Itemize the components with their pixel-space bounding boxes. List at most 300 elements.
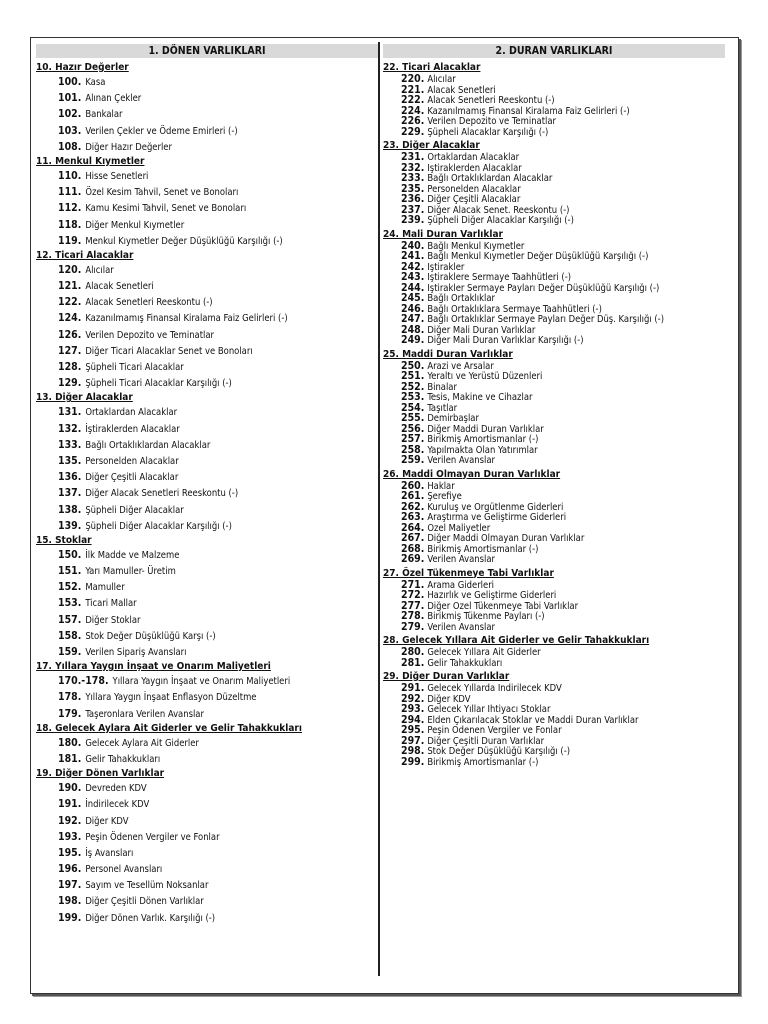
account-code: 101.: [58, 92, 82, 105]
account-group: [36, 249, 378, 392]
account-label: Alacak Senetleri Reeskontu (-): [85, 297, 213, 309]
account-code: 279.: [401, 621, 425, 632]
account-label: Yıllara Yaygın İnşaat Enflasyon Düzeltme: [85, 692, 257, 704]
account-label: Personelden Alacaklar: [427, 183, 521, 194]
account-code: 278.: [401, 611, 425, 622]
account-item: [383, 445, 725, 456]
account-item: [383, 251, 725, 262]
account-label: Diğer Alacak Senet. Reeskontu (-): [427, 204, 570, 215]
account-group-title: 22. Ticari Alacaklar: [383, 62, 481, 73]
account-group: [383, 634, 725, 668]
account-item: [383, 184, 725, 195]
account-item: [36, 139, 378, 155]
account-label: Sayım ve Tesellüm Noksanlar: [85, 880, 209, 892]
account-item: [36, 563, 378, 579]
account-code: 220.: [401, 74, 425, 85]
account-code: 120.: [58, 263, 82, 276]
account-label: Gelecek Yıllarda İndirilecek KDV: [427, 683, 562, 694]
account-label: Bağlı Ortaklıklardan Alacaklar: [85, 439, 211, 451]
account-code: 246.: [401, 303, 425, 314]
account-item: [36, 910, 378, 926]
account-code: 170.-178.: [58, 675, 109, 688]
account-label: Elden Çıkarılacak Stoklar ve Maddi Duran Varlıklar: [427, 714, 639, 725]
account-item: [36, 547, 378, 563]
account-item: [383, 392, 725, 403]
account-label: Diğer KDV: [427, 693, 471, 704]
account-item: [383, 523, 725, 534]
account-code: 131.: [58, 406, 82, 419]
account-item: [383, 601, 725, 612]
account-item: [383, 106, 725, 117]
column-divider: [378, 42, 380, 976]
account-label: Bağlı Ortaklıklar: [427, 293, 495, 304]
fixed-assets-column: [383, 44, 725, 769]
account-group-title: 13. Diğer Alacaklar: [36, 392, 133, 404]
account-label: Diğer Ticari Alacaklar Senet ve Bonoları: [85, 345, 253, 357]
account-code: 136.: [58, 471, 82, 484]
account-code: 299.: [401, 756, 425, 767]
account-item: [383, 205, 725, 216]
account-label: Peşin Ödenen Vergiler ve Fonlar: [427, 725, 562, 736]
account-group-title: 25. Maddi Duran Varlıklar: [383, 348, 513, 360]
current-assets-groups: [36, 61, 378, 926]
account-code: 122.: [58, 296, 82, 309]
account-code: 133.: [58, 438, 82, 451]
account-label: Taşıtlar: [427, 402, 458, 413]
account-item: [383, 481, 725, 492]
account-code: 231.: [401, 152, 425, 163]
account-label: Diğer Dönen Varlık. Karşılığı (-): [85, 912, 216, 924]
account-label: Haklar: [427, 480, 455, 491]
account-code: 271.: [401, 579, 425, 590]
account-code: 112.: [58, 202, 82, 215]
account-code: 153.: [58, 597, 82, 610]
account-code: 103.: [58, 124, 82, 137]
account-code: 158.: [58, 629, 82, 642]
account-item: [36, 375, 378, 391]
account-item: [383, 715, 725, 726]
account-item: [36, 310, 378, 326]
account-label: Alacak Senetleri Reeskontu (-): [427, 95, 555, 106]
account-group-title: 15. Stoklar: [36, 534, 92, 546]
account-code: 178.: [58, 691, 82, 704]
account-label: Demirbaşlar: [427, 413, 479, 424]
account-group: [383, 228, 725, 346]
account-label: Hisse Senetleri: [85, 170, 149, 182]
account-label: Özel Maliyetler: [427, 522, 491, 533]
account-item: [383, 293, 725, 304]
account-label: Kazanılmamış Finansal Kiralama Faiz Gelirleri (-): [427, 105, 630, 116]
account-label: Yıllara Yaygın İnşaat ve Onarım Maliyetleri: [112, 676, 291, 688]
account-label: İndirilecek KDV: [85, 799, 150, 811]
account-item: [36, 184, 378, 200]
account-label: Diğer KDV: [85, 815, 129, 827]
account-code: 245.: [401, 293, 425, 304]
account-code: 272.: [401, 590, 425, 601]
account-item: [383, 95, 725, 106]
account-item: [383, 647, 725, 658]
account-code: 269.: [401, 554, 425, 565]
account-code: 233.: [401, 173, 425, 184]
account-label: İştiraklerden Alacaklar: [85, 423, 180, 435]
account-code: 280.: [401, 647, 425, 658]
account-code: 151.: [58, 565, 82, 578]
account-code: 277.: [401, 600, 425, 611]
account-item: [36, 579, 378, 595]
account-item: [383, 704, 725, 715]
account-label: Diğer Mali Duran Varlıklar: [427, 324, 536, 335]
account-label: Şüpheli Diğer Alacaklar Karşılığı (-): [427, 215, 574, 226]
account-code: 262.: [401, 501, 425, 512]
account-code: 132.: [58, 422, 82, 435]
account-item: [383, 241, 725, 252]
account-label: Birikmiş Amortismanlar (-): [427, 756, 539, 767]
account-item: [383, 580, 725, 591]
account-item: [383, 382, 725, 393]
fixed-assets-groups: [383, 61, 725, 767]
account-item: [383, 725, 725, 736]
account-code: 159.: [58, 646, 82, 658]
account-item: [36, 217, 378, 233]
account-group: [383, 61, 725, 137]
account-group: [36, 767, 378, 926]
account-label: Taşeronlara Verilen Avanslar: [85, 708, 204, 720]
account-item: [383, 512, 725, 523]
account-label: Şüpheli Alacaklar Karşılığı (-): [427, 126, 549, 137]
account-label: Stok Değer Düşüklüğü Karşı (-): [85, 630, 216, 642]
account-item: [36, 404, 378, 420]
account-label: Binalar: [427, 381, 457, 392]
account-code: 179.: [58, 707, 82, 720]
account-label: Diğer Hazır Değerler: [85, 141, 172, 153]
account-code: 128.: [58, 361, 82, 373]
account-code: 138.: [58, 503, 82, 516]
account-item: [36, 813, 378, 829]
account-label: Bankalar: [85, 109, 123, 121]
account-label: Tesis, Makine ve Cihazlar: [427, 392, 533, 403]
account-label: İştiraklerden Alacaklar: [427, 162, 522, 173]
account-label: Ortaklardan Alacaklar: [427, 152, 520, 163]
account-label: Şüpheli Diğer Alacaklar: [85, 504, 184, 516]
account-item: [36, 673, 378, 689]
account-code: 139.: [58, 519, 82, 532]
account-code: 119.: [58, 234, 82, 247]
account-group: [36, 660, 378, 722]
account-code: 254.: [401, 402, 425, 413]
account-code: 199.: [58, 911, 82, 924]
account-group-title: 10. Hazır Değerler: [36, 62, 129, 73]
account-item: [383, 434, 725, 445]
account-code: 247.: [401, 314, 425, 325]
account-label: Personelden Alacaklar: [85, 455, 179, 467]
account-label: Araştırma ve Geliştirme Giderleri: [427, 512, 567, 523]
account-code: 111.: [58, 186, 82, 199]
account-item: [383, 371, 725, 382]
account-item: [383, 152, 725, 163]
account-label: İlk Madde ve Malzeme: [85, 549, 180, 561]
account-item: [36, 644, 378, 660]
account-label: Diğer Maddi Olmayan Duran Varlıklar: [427, 533, 585, 544]
account-item: [36, 343, 378, 359]
account-group-title: 27. Özel Tükenmeye Tabi Varlıklar: [383, 567, 554, 579]
account-label: Şerefiye: [427, 491, 462, 502]
account-item: [383, 554, 725, 565]
account-item: [36, 278, 378, 294]
account-item: [36, 123, 378, 139]
account-item: [36, 453, 378, 469]
account-item: [36, 829, 378, 845]
account-item: [36, 893, 378, 909]
account-code: 250.: [401, 360, 425, 371]
account-item: [383, 658, 725, 669]
account-label: Verilen Avanslar: [427, 621, 496, 632]
account-item: [36, 233, 378, 249]
account-code: 180.: [58, 736, 82, 749]
account-label: Şüpheli Ticari Alacaklar: [85, 362, 184, 373]
account-code: 251.: [401, 371, 425, 382]
account-group-title: 29. Diğer Duran Varlıklar: [383, 671, 510, 682]
account-code: 260.: [401, 480, 425, 491]
account-code: 232.: [401, 162, 425, 173]
account-group-title: 26. Maddi Olmayan Duran Varlıklar: [383, 468, 561, 480]
account-label: Bağlı Menkul Kıymetler Değer Düşüklüğü Karşılığı (-): [427, 251, 649, 262]
account-code: 157.: [58, 613, 82, 626]
account-label: Verilen Depozito ve Teminatlar: [427, 116, 556, 127]
account-label: Alınan Çekler: [85, 93, 142, 105]
account-group: [383, 567, 725, 633]
account-code: 256.: [401, 423, 425, 434]
account-label: Bağlı Ortaklıklara Sermaye Taahhütleri (-): [427, 303, 602, 314]
account-item: [383, 85, 725, 96]
account-code: 243.: [401, 272, 425, 283]
account-label: Diğer Maddi Duran Varlıklar: [427, 423, 544, 434]
account-item: [383, 116, 725, 127]
account-item: [383, 403, 725, 414]
account-item: [383, 413, 725, 424]
account-item: [383, 272, 725, 283]
account-group: [36, 61, 378, 155]
account-label: Alıcılar: [427, 74, 456, 85]
account-label: Ortaklardan Alacaklar: [85, 407, 178, 419]
account-label: Birikmiş Amortismanlar (-): [427, 434, 539, 445]
account-item: [383, 757, 725, 768]
account-label: Verilen Çekler ve Ödeme Emirleri (-): [85, 125, 238, 137]
account-item: [36, 74, 378, 90]
account-label: Gelecek Yıllar İhtiyacı Stoklar: [427, 704, 551, 715]
account-code: 281.: [401, 657, 425, 668]
account-code: 293.: [401, 704, 425, 715]
account-code: 292.: [401, 693, 425, 704]
account-label: Arazi ve Arsalar: [427, 360, 494, 371]
account-item: [36, 612, 378, 628]
account-item: [36, 877, 378, 893]
account-code: 110.: [58, 169, 82, 182]
account-item: [36, 359, 378, 375]
account-code: 267.: [401, 533, 425, 544]
account-item: [383, 127, 725, 138]
account-code: 248.: [401, 324, 425, 335]
account-code: 224.: [401, 105, 425, 116]
account-code: 249.: [401, 335, 425, 346]
account-item: [36, 200, 378, 216]
account-code: 137.: [58, 487, 82, 500]
account-code: 258.: [401, 444, 425, 455]
account-item: [383, 335, 725, 346]
account-label: Peşin Ödenen Vergiler ve Fonlar: [85, 831, 220, 843]
account-item: [383, 361, 725, 372]
account-label: Alıcılar: [85, 264, 114, 276]
account-group-title: 18. Gelecek Aylara Ait Giderler ve Gelir Tahakkukları: [36, 722, 302, 734]
account-label: Alacak Senetleri: [85, 281, 154, 293]
fixed-assets-header: 2. DURAN VARLIKLARI: [383, 44, 725, 58]
account-label: Diğer Çeşitli Alacaklar: [85, 472, 179, 484]
account-group-title: 23. Diğer Alacaklar: [383, 140, 480, 151]
account-label: Devreden KDV: [85, 783, 147, 795]
account-code: 253.: [401, 392, 425, 403]
account-code: 195.: [58, 846, 82, 859]
account-label: Menkul Kıymetler Değer Düşüklüğü Karşılığı (-): [85, 235, 283, 247]
account-code: 239.: [401, 215, 425, 226]
account-group: [383, 348, 725, 466]
account-label: İştirakler: [427, 261, 465, 272]
account-code: 152.: [58, 581, 82, 594]
account-label: Diğer Stoklar: [85, 614, 141, 626]
account-label: Hazırlık ve Geliştirme Giderleri: [427, 590, 557, 601]
account-item: [383, 304, 725, 315]
account-group-title: 11. Menkul Kıymetler: [36, 155, 145, 167]
account-label: Ticari Mallar: [85, 598, 137, 610]
account-group: [36, 534, 378, 660]
account-item: [36, 327, 378, 343]
account-item: [383, 74, 725, 85]
account-item: [36, 469, 378, 485]
account-group: [36, 155, 378, 249]
current-assets-column: [36, 44, 378, 926]
account-item: [383, 173, 725, 184]
account-label: Birikmiş Amortismanlar (-): [427, 543, 539, 554]
account-item: [383, 455, 725, 466]
account-label: Diğer Mali Duran Varlıklar Karşılığı (-): [427, 335, 584, 346]
account-group-title: 12. Ticari Alacaklar: [36, 249, 134, 261]
account-item: [383, 746, 725, 757]
account-code: 241.: [401, 251, 425, 262]
account-group: [383, 139, 725, 226]
account-code: 191.: [58, 798, 82, 811]
account-group: [36, 722, 378, 767]
account-code: 297.: [401, 735, 425, 746]
account-code: 257.: [401, 434, 425, 445]
account-label: İştiraklere Sermaye Taahhütleri (-): [427, 272, 572, 283]
account-code: 236.: [401, 194, 425, 205]
account-label: Gelecek Yıllara Ait Giderler: [427, 647, 541, 658]
account-item: [36, 106, 378, 122]
account-item: [36, 628, 378, 644]
account-code: 197.: [58, 879, 82, 892]
account-item: [383, 283, 725, 294]
account-item: [36, 502, 378, 518]
account-label: Yarı Mamuller- Üretim: [85, 566, 176, 578]
account-label: Bağlı Ortaklıklardan Alacaklar: [427, 173, 553, 184]
account-code: 242.: [401, 261, 425, 272]
account-code: 263.: [401, 512, 425, 523]
account-item: [36, 485, 378, 501]
account-label: Stok Değer Düşüklüğü Karşılığı (-): [427, 746, 571, 757]
account-group: [36, 391, 378, 534]
account-label: Kasa: [85, 77, 106, 88]
account-item: [36, 595, 378, 611]
account-item: [36, 735, 378, 751]
account-code: 192.: [58, 814, 82, 827]
account-code: 252.: [401, 381, 425, 392]
account-code: 124.: [58, 312, 82, 325]
account-label: Diğer Çeşitli Alacaklar: [427, 194, 521, 205]
account-item: [383, 502, 725, 513]
account-label: Yeraltı ve Yerüstü Düzenleri: [427, 371, 543, 382]
account-item: [36, 845, 378, 861]
account-code: 244.: [401, 282, 425, 293]
account-item: [383, 736, 725, 747]
account-label: Mamuller: [85, 582, 125, 594]
account-group: [383, 468, 725, 565]
account-label: Şüpheli Ticari Alacaklar Karşılığı (-): [85, 378, 232, 390]
account-code: 198.: [58, 895, 82, 908]
account-label: Arama Giderleri: [427, 579, 495, 590]
account-code: 261.: [401, 491, 425, 502]
account-item: [36, 90, 378, 106]
account-item: [36, 796, 378, 812]
account-code: 268.: [401, 543, 425, 554]
account-code: 196.: [58, 863, 82, 876]
account-code: 295.: [401, 725, 425, 736]
account-item: [36, 518, 378, 534]
account-label: Alacak Senetleri: [427, 84, 496, 95]
account-item: [383, 424, 725, 435]
account-group-title: 28. Gelecek Yıllara Ait Giderler ve Gelir Tahakkukları: [383, 635, 650, 646]
account-label: Verilen Avanslar: [427, 554, 496, 565]
account-item: [383, 262, 725, 273]
account-code: 102.: [58, 108, 82, 121]
account-label: Kamu Kesimi Tahvil, Senet ve Bonoları: [85, 203, 247, 215]
account-label: Bağlı Ortaklıklar Sermaye Payları Değer Düş. Karşılığı (-): [427, 314, 664, 325]
account-label: Personel Avansları: [85, 864, 163, 876]
account-group: [383, 670, 725, 767]
account-label: Özel Kesim Tahvil, Senet ve Bonoları: [85, 187, 239, 199]
account-code: 135.: [58, 454, 82, 467]
account-code: 100.: [58, 76, 82, 88]
account-label: Şüpheli Diğer Alacaklar Karşılığı (-): [85, 520, 232, 532]
account-item: [383, 694, 725, 705]
account-code: 229.: [401, 126, 425, 137]
account-item: [383, 590, 725, 601]
account-item: [36, 168, 378, 184]
account-code: 298.: [401, 746, 425, 757]
account-label: Gelir Tahakkukları: [427, 657, 503, 668]
account-code: 127.: [58, 344, 82, 357]
account-label: Kuruluş ve Örgütlenme Giderleri: [427, 501, 564, 512]
account-label: Yapılmakta Olan Yatırımlar: [427, 444, 538, 455]
account-item: [383, 622, 725, 633]
account-code: 129.: [58, 377, 82, 390]
account-code: 121.: [58, 280, 82, 293]
account-item: [36, 437, 378, 453]
account-item: [383, 611, 725, 622]
account-label: Gelir Tahakkukları: [85, 753, 161, 765]
account-code: 255.: [401, 413, 425, 424]
account-label: Diğer Özel Tükenmeye Tabi Varlıklar: [427, 600, 579, 611]
account-code: 118.: [58, 218, 82, 231]
account-code: 264.: [401, 522, 425, 533]
account-code: 190.: [58, 782, 82, 795]
